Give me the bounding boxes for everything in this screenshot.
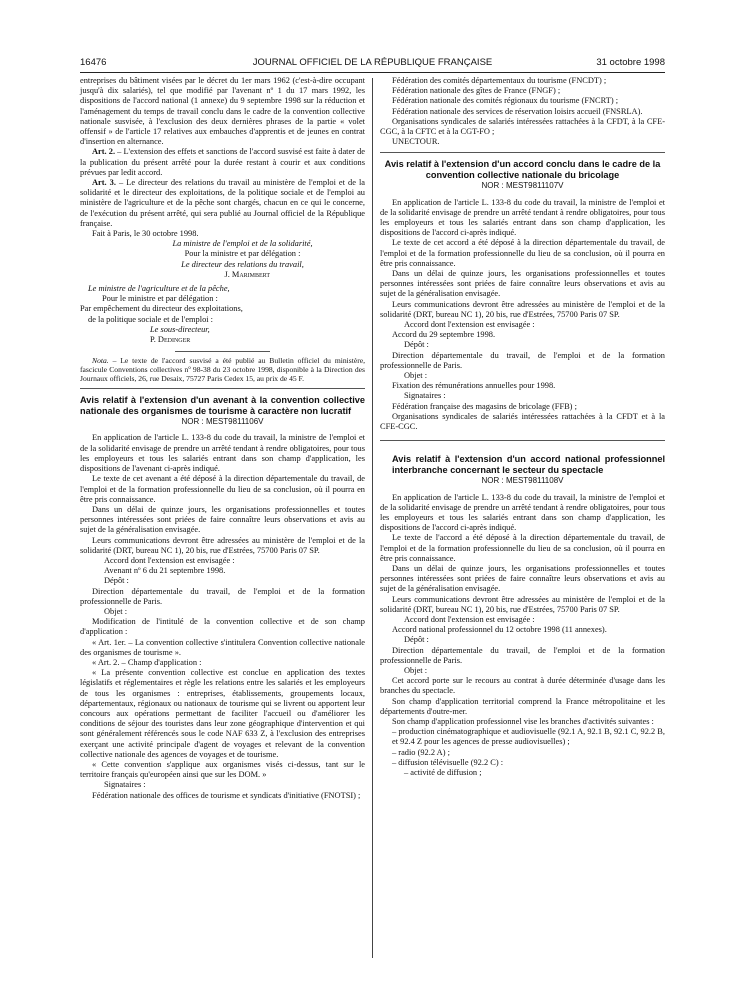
paragraph: Direction départementale du travail, de l'emploi et de la formation professionnelle de Paris. [380,645,665,665]
paragraph: Fédération des comités départementaux du tourisme (FNCDT) ; [392,76,607,85]
paragraph: Cet accord porte sur le recours au contrat à durée déterminée d'usage dans les branches du spectacle. [380,676,665,696]
nor-reference: NOR : MEST9811107V [481,181,564,191]
paragraph: Leurs communications devront être adressées au ministère de l'emploi et de la solidarité (DRT, bureau NC 1), 20 bis, rue d'Estrées, 75700 Paris 07 SP. [380,299,665,319]
paragraph: En application de l'article L. 133-8 du code du travail, la ministre de l'emploi et de la solidarité envisage de prendre un arrêté tendant à rendre obligatoires, pour tous les employeurs et tous les salariés entrant dans son champ d'application, les dispositions de l'accord ci-après indiqué. [380,492,665,533]
divider [380,152,665,153]
divider [80,388,365,389]
paragraph: Fédération nationale des gîtes de France (FNGF) ; [392,86,561,96]
paragraph: Signataires : [104,780,146,790]
page-header [80,57,665,71]
paragraph: Dans un délai de quinze jours, les organisations professionnelles et toutes personnes intéressées sont priées de faire connaître leurs observations et avis au sujet de la généralisation envisagée. [380,269,665,299]
list-item: – activité de diffusion ; [404,767,482,777]
section-title: Avis relatif à l'extension d'un accord national professionnel interbranche concernant le secteur du spectacle [392,454,665,475]
paragraph: UNECTOUR. [392,137,440,147]
paragraph: Fédération nationale des offices de tourisme et syndicats d'initiative (FNOTSI) ; [92,790,361,800]
signatory-line: Par empêchement du directeur des exploitations, [80,304,243,314]
paragraph: « La présente convention collective est conclue en application des textes législatifs et réglementaires et règle les relations entre les salariés et les employeurs de tous les organismes : entreprises, établissements, groupements locaux, départementaux, régionaux ou nationaux de tourisme qui se livrent ou apportent leur concours aux opérations permettant de faciliter l'accueil ou d'améliorer les conditions de séjour des touristes dans leur zone géographique d'intervention et qui sont généralement référencés sous le code NAF 633 Z, à l'exclusion des entreprises exerçant une activité principale d'agent de voyages et relevant de la convention collective nationale des agences de voyages et de tourisme. [80,668,365,759]
paragraph: Organisations syndicales de salariés intéressées rattachées à la CFDT et à la CFE-CGC. [380,411,665,432]
section-title: Avis relatif à l'extension d'un avenant à la convention collective nationale des organismes de tourisme à caractère non lucratif [80,395,365,416]
article-label: Art. 2. [92,147,116,157]
signatory-line: Le directeur des relations du travail, [181,259,304,269]
paragraph: En application de l'article L. 133-8 du code du travail, la ministre de l'emploi et de la solidarité envisage de prendre un arrêté tendant à rendre obligatoires, pour tous les employeurs et tous les salariés entrant dans son champ d'application, les dispositions de l'avenant ci-après indiqué. [80,433,365,474]
note-text: – Le texte de l'accord susvisé a été publié au Bulletin officiel du ministère, fascicule Conventions collectives nº 98-38 du 23 octobre 1998, disponible à la Direction des Journaux officiels, 26, rue Desaix, 75727 Paris Cedex 15, au prix de 45 F. [80,356,365,384]
paragraph: Son champ d'application professionnel vise les branches d'activités suivantes : [392,716,654,726]
signatory-name: P. Dedinger [150,335,191,345]
paragraph: Objet : [104,606,128,616]
paragraph: Accord du 29 septembre 1998. [392,330,496,340]
nor-reference: NOR : MEST9811106V [181,417,264,427]
article-3 [80,178,365,229]
paragraph: Modification de l'intitulé de la convention collective et de son champ d'application : [80,617,365,637]
article-label: Art. 3. [92,178,116,188]
divider [175,351,270,352]
paragraph: Dans un délai de quinze jours, les organisations professionnelles et toutes personnes intéressées sont priées de faire connaître leurs observations et avis au sujet de la généralisation envisagée. [80,504,365,535]
signatory-line: Pour la ministre et par délégation : [184,249,301,259]
paragraph: Signataires : [404,391,446,401]
signatory-title: Le ministre de l'agriculture et de la pêche, [88,284,230,294]
paragraph: Accord dont l'extension est envisagée : [404,614,535,624]
paragraph: Leurs communications devront être adressées au ministère de l'emploi et de la solidarité (DRT, bureau NC 1), 20 bis, rue d'Estrées, 75700 Paris 07 SP. [80,535,365,555]
paragraph: Dépôt : [404,635,429,645]
article-2 [80,147,365,178]
paragraph: Le texte de l'accord a été déposé à la direction départementale du travail, de l'emploi et de la formation professionnelle du lieu de sa conclusion, où il pourra en être pris connaissance. [380,533,665,563]
paragraph: « Cette convention s'applique aux organismes visés ci-dessus, tant sur le territoire français qu'européen ainsi que sur les DOM. » [80,759,365,780]
paragraph: Objet : [404,371,428,381]
paragraph: Son champ d'application territorial comprend la France métropolitaine et les départements d'outre-mer. [380,696,665,716]
list-item: – radio (92.2 A) ; [392,747,450,757]
signatory-title: La ministre de l'emploi et de la solidarité, [172,239,313,249]
list-item: – production cinématographique et audiovisuelle (92.1 A, 92.1 B, 92.1 C, 92.2 B, et 92.4 Z pour les agences de presse audiovisuelles) ; [392,727,665,747]
journal-title: JOURNAL OFFICIEL DE LA RÉPUBLIQUE FRANÇAISE [252,57,493,68]
paragraph: Leurs communications devront être adressées au ministère de l'emploi et de la solidarité (DRT, bureau NC 1), 20 bis, rue d'Estrées, 75700 Paris 07 SP. [380,594,665,614]
paragraph: Le texte de cet accord a été déposé à la direction départementale du travail, de l'emploi et de la formation professionnelle du lieu de sa conclusion, où il pourra en être pris connaissance. [380,238,665,268]
paragraph: Le texte de cet avenant a été déposé à la direction départementale du travail, de l'emploi et de la formation professionnelle du lieu de sa conclusion, où il pourra en être pris connaissance. [80,474,365,504]
paragraph: Accord dont l'extension est envisagée : [404,320,535,330]
paragraph: Accord national professionnel du 12 octobre 1998 (11 annexes). [392,625,607,635]
paragraph: Accord dont l'extension est envisagée : [104,555,235,565]
right-column [380,76,665,778]
paragraph: Dépôt : [104,576,129,586]
paragraph: Fixation des rémunérations annuelles pour 1998. [392,381,556,391]
signatory-line: de la politique sociale et de l'emploi : [88,314,214,324]
signatory-line: Pour le ministre et par délégation : [102,294,218,304]
paragraph: Avenant nº 6 du 21 septembre 1998. [104,566,226,576]
column-separator [372,78,373,958]
done-at: Fait à Paris, le 30 octobre 1998. [92,229,199,239]
section-title: Avis relatif à l'extension d'un accord conclu dans le cadre de la convention collective nationale du bricolage [384,159,661,180]
left-column [80,76,365,801]
signatory-name: J. Marimbert [224,269,270,279]
paragraph: « Art. 2. – Champ d'application : [92,657,202,667]
paragraph: Fédération française des magasins de bricolage (FFB) ; [392,401,577,411]
paragraph: Dépôt : [404,340,429,350]
paragraph: Fédération nationale des services de réservation loisirs accueil (FNSRLA). [392,106,643,116]
paragraph: Direction départementale du travail, de l'emploi et de la formation professionnelle de Paris. [380,350,665,370]
issue-date: 31 octobre 1998 [596,57,665,68]
page-number: 16476 [80,57,107,68]
note [80,356,365,383]
article-text: – L'extension des effets et sanctions de l'accord susvisé est faite à dater de la publication du présent arrêté pour la durée restant à courir et aux conditions prévues par ledit accord. [80,147,366,177]
paragraph: Objet : [404,665,428,675]
paragraph: Fédération nationale des comités régionaux du tourisme (FNCRT) ; [392,96,619,106]
paragraph: En application de l'article L. 133-8 du code du travail, la ministre de l'emploi et de la solidarité envisage de prendre un arrêté tendant à rendre obligatoires, pour tous les employeurs et tous les salariés entrant dans son champ d'application, les dispositions de l'accord ci-après indiqué. [380,197,665,238]
paragraph: « Art. 1er. – La convention collective s'intitulera Convention collective nationale des organismes de tourisme ». [80,637,365,657]
paragraph: Direction départementale du travail, de l'emploi et de la formation professionnelle de Paris. [80,586,365,606]
header-rule [80,72,665,73]
nor-reference: NOR : MEST9811108V [481,476,564,486]
paragraph: entreprises du bâtiment visées par le décret du 1er mars 1962 (c'est-à-dire occupant jusqu'à dix salariés), tel que modifié par l'avenant nº 1 du 17 mars 1992, les dispositions de l'accord national (1 annexe) du 9 septembre 1998 sur la réduction et l'aménagement du temps de travail conclu dans le cadre de la convention collective nationale susvisée, à l'exclusion des deux dernières phrases de la partie « volet offensif » de l'article 17 relatives aux embauches d'apprentis et de jeunes en contrat d'insertion en alternance. [80,76,365,147]
note-label: Nota. [92,356,109,366]
signatory-line: Le sous-directeur, [150,324,210,334]
divider [380,440,665,441]
list-item: – diffusion télévisuelle (92.2 C) : [392,757,504,767]
paragraph: Organisations syndicales de salariés intéressées rattachées à la CFDT, à la CFE-CGC, à la CFTC et à la CGT-FO ; [380,116,665,137]
paragraph: Dans un délai de quinze jours, les organisations professionnelles et toutes personnes intéressées sont priées de faire connaître leurs observations et avis au sujet de la généralisation envisagée. [380,563,665,594]
article-text: – Le directeur des relations du travail au ministère de l'emploi et de la solidarité et le directeur des exploitations, de la politique sociale et de l'emploi au ministère de l'agriculture et de la pêche sont chargés, chacun en ce qui le concerne, de l'exécution du présent arrêté, qui sera publié au Journal officiel de la République française. [80,178,365,228]
